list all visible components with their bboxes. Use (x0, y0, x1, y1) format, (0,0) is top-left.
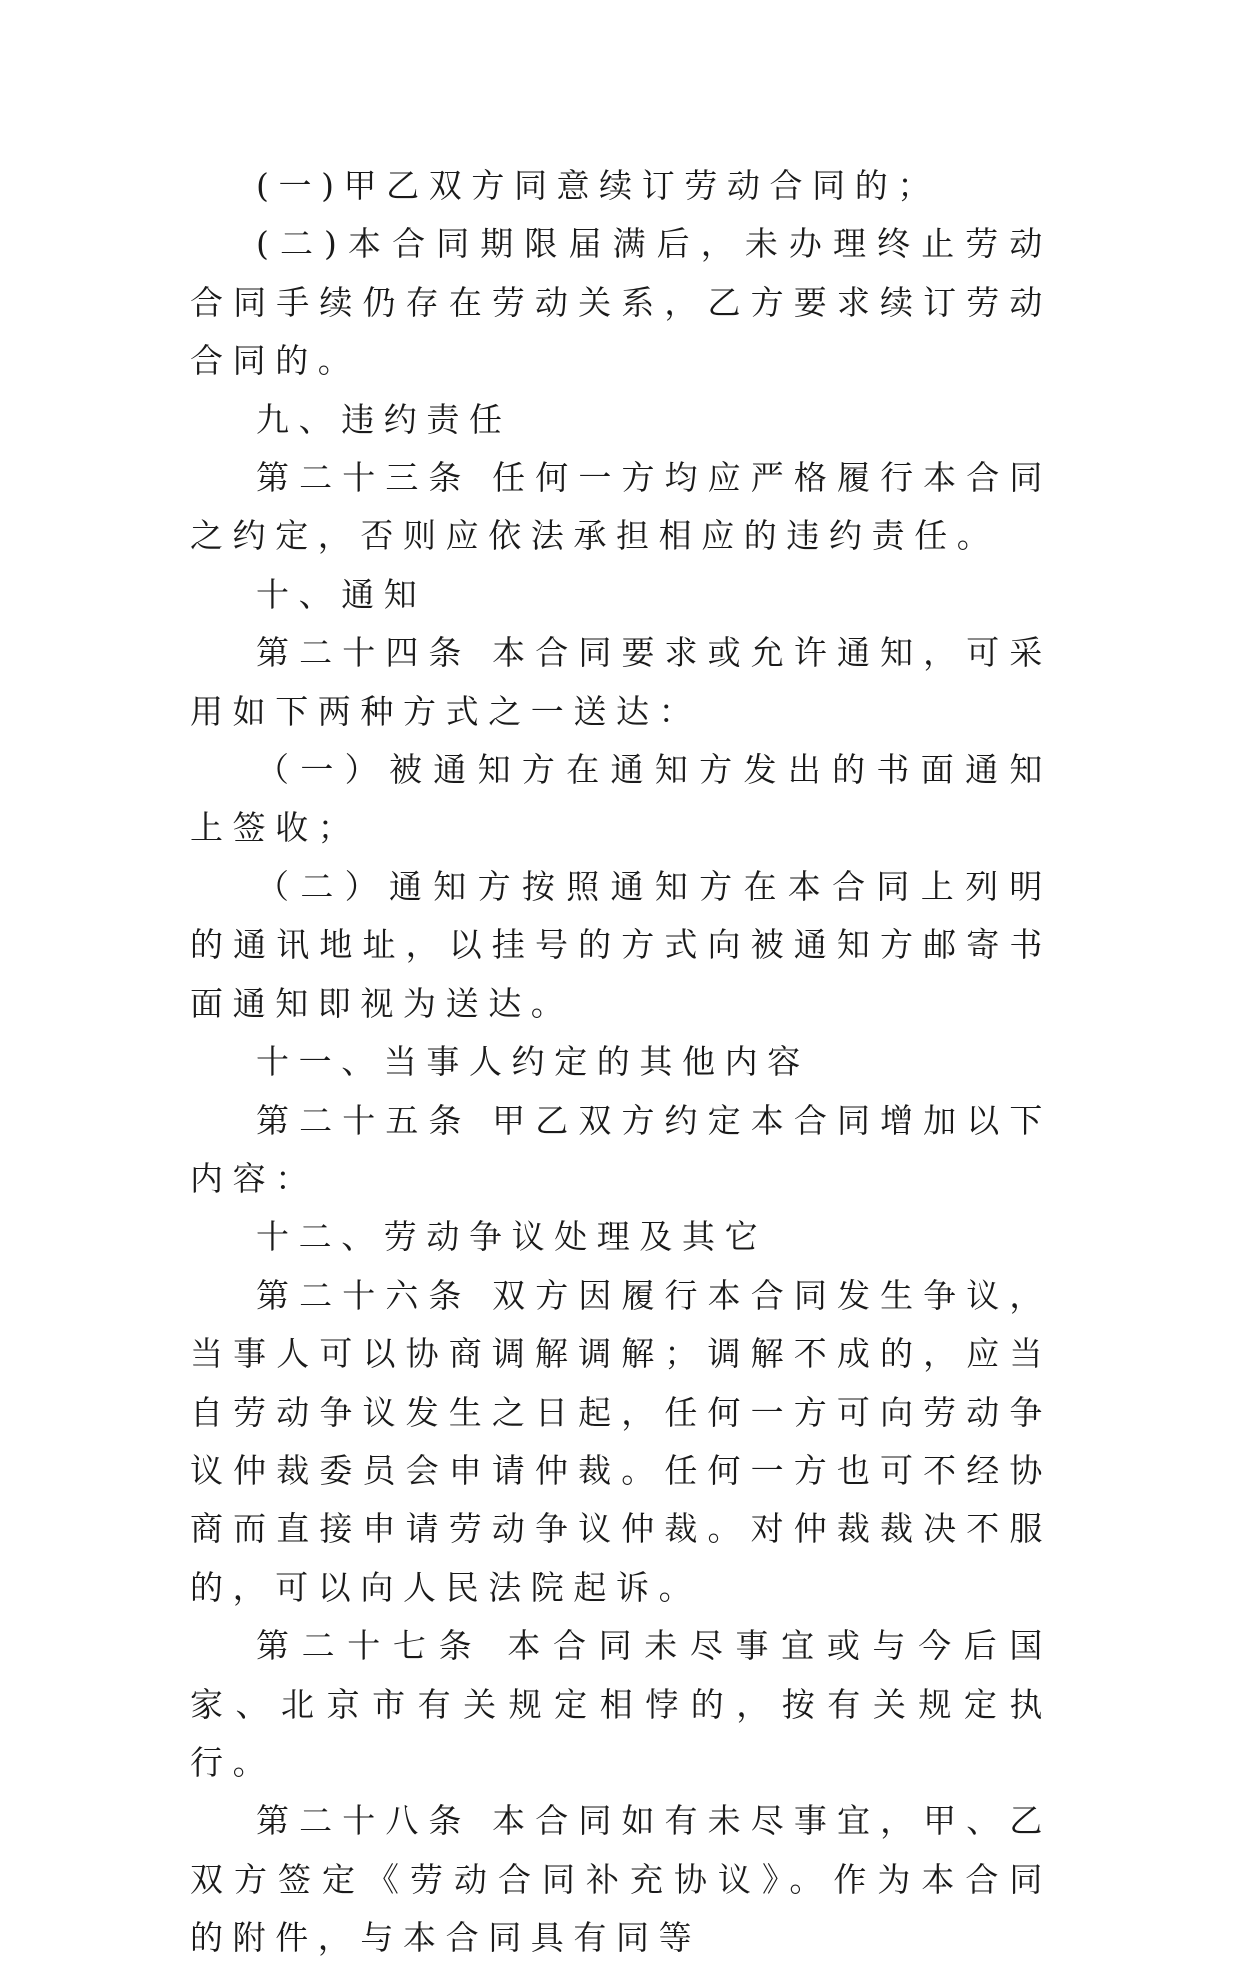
section-heading-liability: 九、违约责任 (256, 399, 512, 439)
article-24: 第二十四条 本合同要求或允许通知，可采用如下两种方式之一送达： (190, 633, 1052, 731)
article-27: 第二十七条 本合同未尽事宜或与今后国家、北京市有关规定相悖的，按有关规定执行。 (190, 1626, 1052, 1782)
notice-method-2: （二）通知方按照通知方在本合同上列明的通讯地址，以挂号的方式向被通知方邮寄书面通知即视为送达。 (190, 866, 1052, 1023)
section-heading-other-terms: 十一、当事人约定的其他内容 (256, 1042, 810, 1082)
notice-method-1: （一）被通知方在通知方发出的书面通知上签收； (190, 750, 1052, 848)
article-28: 第二十八条 本合同如有未尽事宜，甲、乙双方签定《劳动合同补充协议》。作为本合同的附件，与本合同具有同等 (190, 1801, 1052, 1958)
article-25: 第二十五条 甲乙双方约定本合同增加以下内容： (190, 1100, 1052, 1198)
document-body (190, 157, 1052, 1968)
clause-renewal-item-1: (一)甲乙双方同意续订劳动合同的； (256, 166, 940, 205)
section-heading-notice: 十、通知 (256, 574, 427, 614)
clause-renewal-item-2: (二)本合同期限届满后，未办理终止劳动合同手续仍存在劳动关系，乙方要求续订劳动合同的。 (190, 224, 1052, 381)
article-23: 第二十三条 任何一方均应严格履行本合同之约定，否则应依法承担相应的违约责任。 (190, 458, 1052, 556)
article-26: 第二十六条 双方因履行本合同发生争议，当事人可以协商调解调解；调解不成的，应当自劳动争议发生之日起，任何一方可向劳动争议仲裁委员会申请仲裁。任何一方也可不经协商而直接申请劳动争议仲裁。对仲裁裁决不服的，可以向人民法院起诉。 (190, 1275, 1052, 1607)
section-heading-disputes: 十二、劳动争议处理及其它 (256, 1217, 768, 1257)
